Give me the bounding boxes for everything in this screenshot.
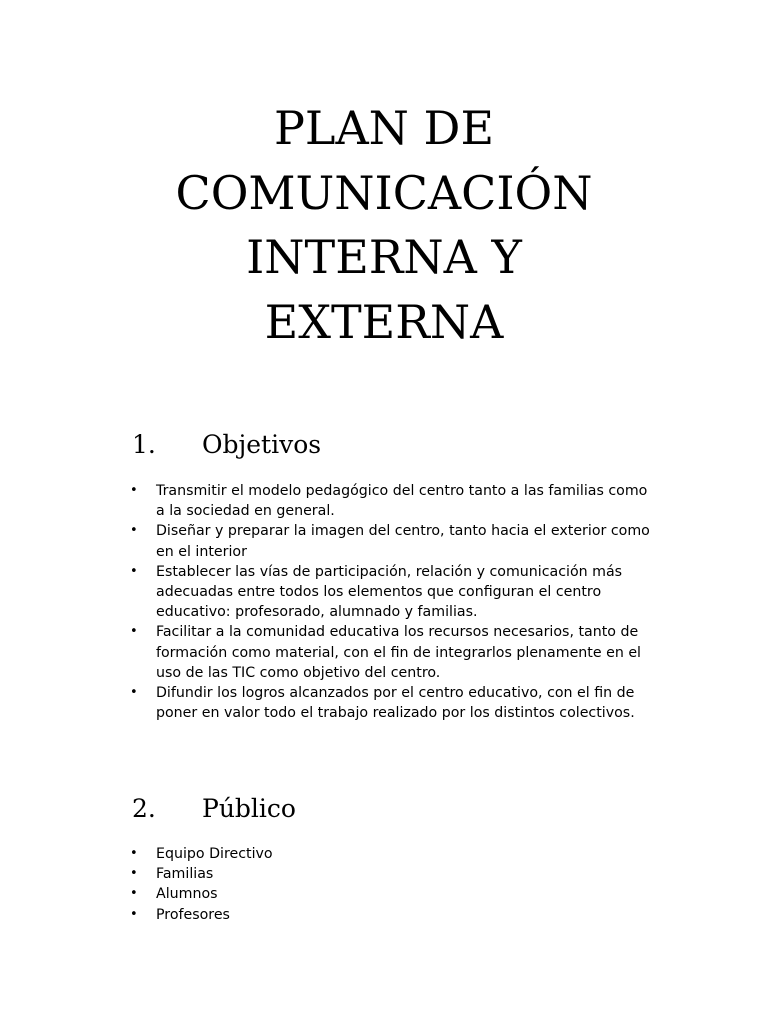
list-item-text: Equipo Directivo (156, 846, 273, 862)
list-item (130, 864, 650, 884)
list-item-text: Diseñar y preparar la imagen del centro, tanto hacia el exterior como en el interior (156, 523, 650, 560)
title-line: COMUNICACIÓN (175, 165, 593, 220)
section-title: Público (202, 794, 296, 823)
bullet-icon: • (130, 906, 138, 922)
list-item (130, 884, 650, 904)
section-number: 1. (132, 430, 156, 459)
list-item-text: Profesores (156, 906, 230, 923)
bullet-icon: • (130, 523, 138, 539)
bullet-icon: • (130, 624, 138, 640)
list-item (130, 562, 650, 623)
list-item-text: Alumnos (156, 886, 218, 903)
objetivos-list (130, 481, 650, 723)
bullet-icon: • (130, 483, 138, 498)
list-item-text: Facilitar a la comunidad educativa los recursos necesarios, tanto de formación como material, con el fin de integrarlos plenamente en el uso de las TIC como objetivo del centro. (156, 624, 641, 681)
list-item (130, 844, 650, 864)
bullet-icon: • (130, 886, 138, 902)
section-heading-objetivos (132, 430, 321, 460)
title-line: EXTERNA (264, 294, 504, 349)
section-title: Objetivos (202, 430, 322, 459)
bullet-icon: • (130, 685, 138, 701)
list-item (130, 622, 650, 683)
bullet-icon: • (130, 866, 138, 882)
bullet-icon: • (130, 846, 138, 861)
publico-list (130, 844, 650, 925)
list-item (130, 683, 650, 723)
section-heading-publico (132, 794, 296, 824)
title-line: INTERNA Y (246, 230, 522, 284)
list-item-text: Difundir los logros alcanzados por el centro educativo, con el fin de poner en valor todo el trabajo realizado por los distintos colectivos. (156, 685, 635, 722)
bullet-icon: • (130, 563, 138, 579)
list-item-text: Establecer las vías de participación, relación y comunicación más adecuadas entre todos los elementos que configuran el centro educativo: profesorado, alumnado y familias. (156, 563, 623, 621)
list-item (130, 481, 650, 521)
list-item (130, 905, 650, 925)
list-item-text: Familias (156, 866, 214, 883)
list-item-text: Transmitir el modelo pedagógico del centro tanto a las familias como a la sociedad en general. (156, 483, 648, 520)
section-number: 2. (132, 794, 156, 823)
list-item (130, 521, 650, 561)
title-line: PLAN DE (273, 101, 495, 155)
document-title (84, 96, 684, 354)
